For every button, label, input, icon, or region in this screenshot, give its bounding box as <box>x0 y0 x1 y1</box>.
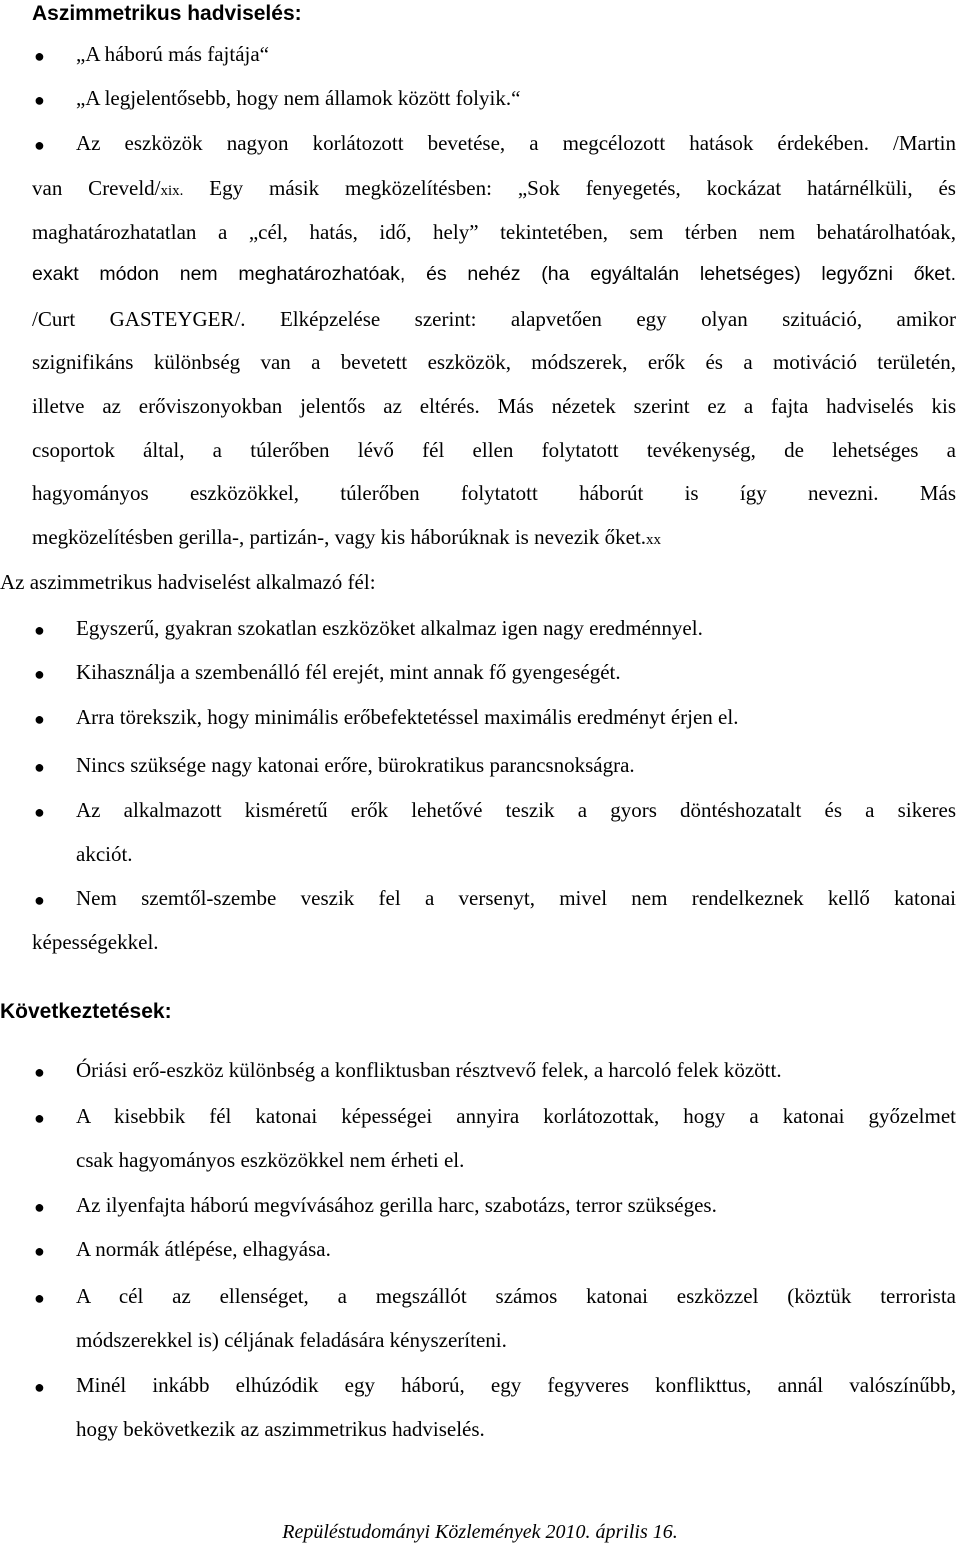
bullet-text-continuation: csak hagyományos eszközökkel nem érheti el. <box>76 1148 465 1172</box>
bullet-icon: ● <box>34 1377 45 1397</box>
bullet-text-continuation: hogy bekövetkezik az aszimmetrikus hadviselés. <box>76 1417 485 1441</box>
page-footer: Repüléstudományi Közlemények 2010. április 16. <box>282 1521 678 1543</box>
bullet-icon: ● <box>34 90 45 110</box>
bullet-text: Kihasználja a szembenálló fél erejét, mint annak fő gyengeségét. <box>76 660 621 684</box>
paragraph-line: exakt módon nem meghatározhatóak, és nehéz (ha egyáltalán lehetséges) legyőzni őket. <box>32 263 956 286</box>
bullet-icon: ● <box>34 1108 45 1128</box>
bullet-icon: ● <box>34 46 45 66</box>
bullet-icon: ● <box>34 135 45 155</box>
bullet-text: Az ilyenfajta háború megvívásához gerilla harc, szabotázs, terror szükséges. <box>76 1193 717 1217</box>
paragraph-line: /Curt GASTEYGER/. Elképzelése szerint: alapvetően egy olyan szituáció, amikor <box>32 306 956 331</box>
bullet-text-continuation: képességekkel. <box>32 930 159 954</box>
bullet-text: Nincs szüksége nagy katonai erőre, bürokratikus parancsnokságra. <box>76 753 635 777</box>
bullet-icon: ● <box>34 620 45 640</box>
bullet-text: A kisebbik fél katonai képességei annyira korlátozottak, hogy a katonai győzelmet <box>76 1104 956 1128</box>
paragraph-line: megközelítésben gerilla-, partizán-, vagy kis háborúknak is nevezik őket.xx <box>32 524 662 549</box>
paragraph-line: illetve az erőviszonyokban jelentős az eltérés. Más nézetek szerint ez a fajta hadviselés kis <box>32 393 956 418</box>
bullet-text: Az eszközök nagyon korlátozott bevetése, a megcélozott hatások érdekében. /Martin <box>76 131 956 155</box>
bullet-text: Egyszerű, gyakran szokatlan eszközöket alkalmaz igen nagy eredménnyel. <box>76 616 703 640</box>
section-heading-kovetkeztetesek: Következtetések: <box>0 1000 172 1023</box>
bullet-text: Minél inkább elhúzódik egy háború, egy fegyveres konflikttus, annál valószínűbb, <box>76 1373 956 1397</box>
bullet-text-continuation: akciót. <box>76 842 133 866</box>
bullet-icon: ● <box>34 1288 45 1308</box>
bullet-text: Az alkalmazott kisméretű erők lehetővé teszik a gyors döntéshozatalt és a sikeres <box>76 798 956 822</box>
bullet-text: Nem szemtől-szembe veszik fel a versenyt, mivel nem rendelkeznek kellő katonai <box>76 886 956 910</box>
paragraph-line: csoportok által, a túlerőben lévő fél ellen folytatott tevékenység, de lehetséges a <box>32 437 956 462</box>
paragraph-line: maghatározhatatlan a „cél, hatás, idő, hely” tekintetében, sem térben nem behatárolhatóak, <box>32 219 956 244</box>
bullet-text: „A háború más fajtája“ <box>76 42 269 66</box>
bullet-icon: ● <box>34 890 45 910</box>
paragraph-line: van Creveld/xix. Egy másik megközelítésben: „Sok fenyegetés, kockázat határnélküli, és <box>32 176 956 200</box>
bullet-icon: ● <box>34 709 45 729</box>
bullet-text: A cél az ellenséget, a megszállót számos katonai eszközzel (köztük terrorista <box>76 1284 956 1308</box>
bullet-icon: ● <box>34 1062 45 1082</box>
paragraph-line: hagyományos eszközökkel, túlerőben folytatott háborút is így nevezni. Más <box>32 481 956 506</box>
footnote-marker: xx <box>646 531 662 548</box>
bullet-text-continuation: módszerekkel is) céljának feladására kényszeríteni. <box>76 1328 507 1352</box>
bullet-icon: ● <box>34 757 45 777</box>
bullet-text: Arra törekszik, hogy minimális erőbefektetéssel maximális eredményt érjen el. <box>76 705 739 729</box>
footnote-marker: xix. <box>160 183 184 199</box>
bullet-icon: ● <box>34 1197 45 1217</box>
bullet-text: Óriási erő-eszköz különbség a konfliktusban résztvevő felek, a harcoló felek között. <box>76 1058 782 1082</box>
section-intro: Az aszimmetrikus hadviselést alkalmazó fél: <box>0 570 376 594</box>
bullet-text: „A legjelentősebb, hogy nem államok között folyik.“ <box>76 86 521 110</box>
bullet-icon: ● <box>34 1241 45 1261</box>
paragraph-definitions <box>32 176 956 568</box>
bullet-icon: ● <box>34 802 45 822</box>
section-heading-aszimmetrikus: Aszimmetrikus hadviselés: <box>32 2 302 25</box>
paragraph-line: szignifikáns különbség van a bevetett eszközök, módszerek, erők és a motiváció területén, <box>32 350 956 375</box>
bullet-text: A normák átlépése, elhagyása. <box>76 1237 331 1261</box>
bullet-icon: ● <box>34 664 45 684</box>
